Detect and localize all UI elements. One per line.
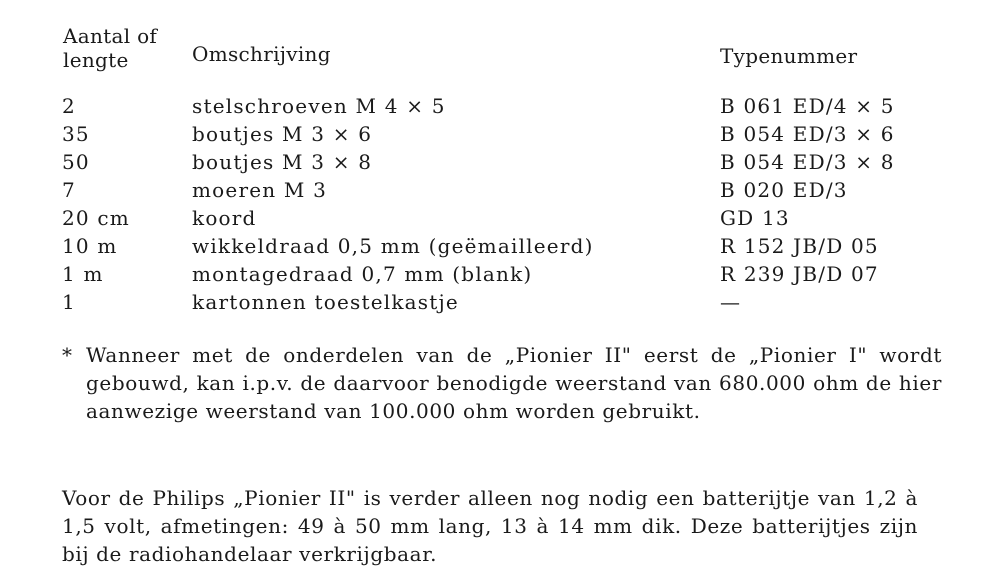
row-description: kartonnen toestelkastje <box>192 290 459 314</box>
row-type-number: B 054 ED/3 × 6 <box>720 122 895 146</box>
row-quantity: 50 <box>62 150 90 174</box>
row-quantity: 35 <box>62 122 90 146</box>
footnote-marker: * <box>62 343 73 367</box>
column-header-description: Omschrijving <box>192 42 331 66</box>
row-type-number: B 061 ED/4 × 5 <box>720 94 895 118</box>
row-description: moeren M 3 <box>192 178 328 202</box>
row-quantity: 20 cm <box>62 206 130 230</box>
row-quantity: 1 m <box>62 262 104 286</box>
table-row <box>0 120 1000 148</box>
closing-paragraph: Voor de Philips „Pionier II" is verder alleen nog nodig een batterijtje van 1,2 à 1,5 volt, afmetingen: 49 à 50 mm lang, 13 à 14 mm dik. Deze batterijtjes zijn bij de radiohandelaar verkrijgbaar. <box>62 486 918 566</box>
footnote <box>62 341 942 425</box>
row-type-number: R 239 JB/D 07 <box>720 262 879 286</box>
table-row <box>0 204 1000 232</box>
row-type-number: B 054 ED/3 × 8 <box>720 150 895 174</box>
table-row <box>0 148 1000 176</box>
table-row <box>0 260 1000 288</box>
table-row <box>0 232 1000 260</box>
row-description: koord <box>192 206 257 230</box>
table-row <box>0 176 1000 204</box>
row-type-number: GD 13 <box>720 206 790 230</box>
column-header-quantity: Aantal of lengte <box>63 24 158 72</box>
row-description: boutjes M 3 × 8 <box>192 150 373 174</box>
column-header-type-number: Typenummer <box>720 44 858 68</box>
row-quantity: 7 <box>62 178 76 202</box>
row-type-number: — <box>720 290 742 314</box>
row-quantity: 10 m <box>62 234 118 258</box>
row-type-number: B 020 ED/3 <box>720 178 848 202</box>
table-row <box>0 92 1000 120</box>
row-quantity: 2 <box>62 94 76 118</box>
row-description: wikkeldraad 0,5 mm (geëmailleerd) <box>192 234 594 258</box>
table-row <box>0 288 1000 316</box>
row-description: stelschroeven M 4 × 5 <box>192 94 446 118</box>
row-quantity: 1 <box>62 290 76 314</box>
row-type-number: R 152 JB/D 05 <box>720 234 879 258</box>
footnote-text: Wanneer met de onderdelen van de „Pionier II" eerst de „Pionier I" wordt gebouwd, kan i.p.v. de daarvoor benodigde weerstand van 680.000 ohm de hier aanwezige weerstand van 100.000 ohm worden gebruikt. <box>86 343 942 423</box>
row-description: montagedraad 0,7 mm (blank) <box>192 262 533 286</box>
row-description: boutjes M 3 × 6 <box>192 122 373 146</box>
